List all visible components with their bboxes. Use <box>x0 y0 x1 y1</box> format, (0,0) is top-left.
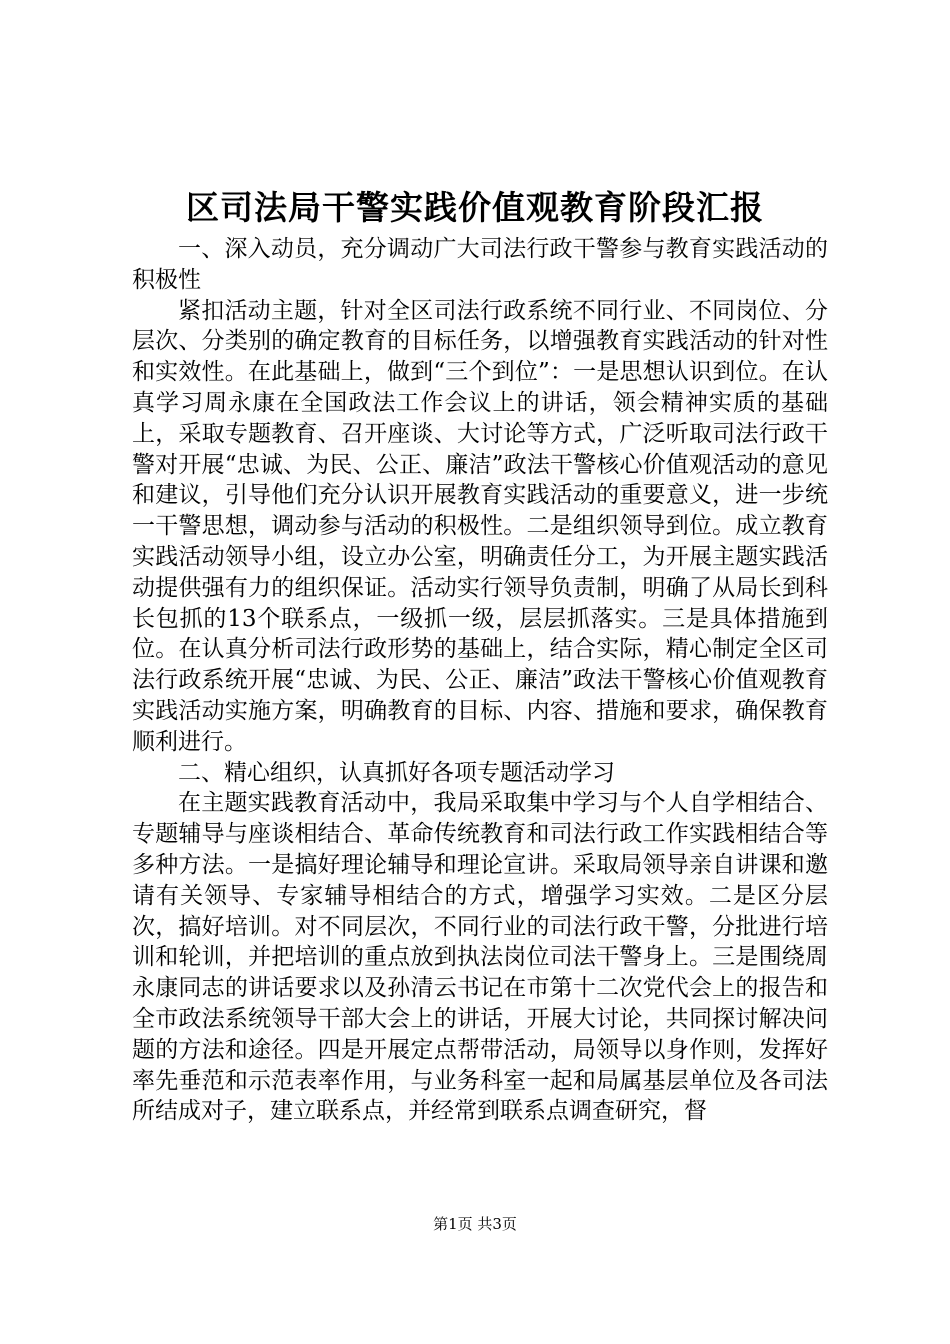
section-heading-1: 一、深入动员，充分调动广大司法行政干警参与教育实践活动的积极性 <box>132 236 828 293</box>
page-footer: 第1页 共3页 <box>433 1215 517 1233</box>
body-paragraph-1: 紧扣活动主题，针对全区司法行政系统不同行业、不同岗位、分层次、分类别的确定教育的目标任务，以增强教育实践活动的针对性和实效性。在此基础上，做到“三个到位”：一是思想认识到位。在认真学习周永康在全国政法工作会议上的讲话，领会精神实质的基础上，采取专题教育、召开座谈、大讨论等方式，广泛听取司法行政干警对开展“忠诚、为民、公正、廉洁”政法干警核心价值观活动的意见和建议，引导他们充分认识开展教育实践活动的重要意义，进一步统一干警思想，调动参与活动的积极性。二是组织领导到位。成立教育实践活动领导小组，设立办公室，明确责任分工，为开展主题实践活动提供强有力的组织保证。活动实行领导负责制，明确了从局长到科长包抓的13个联系点，一级抓一级，层层抓落实。三是具体措施到位。在认真分析司法行政形势的基础上，结合实际，精心制定全区司法行政系统开展“忠诚、为民、公正、廉洁”政法干警核心价值观教育实践活动实施方案，明确教育的目标、内容、措施和要求，确保教育顺利进行。 <box>132 297 828 755</box>
section-heading-2: 二、精心组织，认真抓好各项专题活动学习 <box>178 759 615 786</box>
document-title: 区司法局干警实践价值观教育阶段汇报 <box>186 188 764 227</box>
body-paragraph-2: 在主题实践教育活动中，我局采取集中学习与个人自学相结合、专题辅导与座谈相结合、革命传统教育和司法行政工作实践相结合等多种方法。一是搞好理论辅导和理论宣讲。采取局领导亲自讲课和邀请有关领导、专家辅导相结合的方式，增强学习实效。二是区分层次，搞好培训。对不同层次，不同行业的司法行政干警，分批进行培训和轮训，并把培训的重点放到执法岗位司法干警身上。三是围绕周永康同志的讲话要求以及孙清云书记在市第十二次党代会上的报告和全市政法系统领导干部大会上的讲话，开展大讨论，共同探讨解决问题的方法和途径。四是开展定点帮带活动，局领导以身作则，发挥好率先垂范和示范表率作用，与业务科室一起和局属基层单位及各司法所结成对子，建立联系点，并经常到联系点调查研究，督 <box>132 790 828 1125</box>
document-body <box>132 234 828 1127</box>
